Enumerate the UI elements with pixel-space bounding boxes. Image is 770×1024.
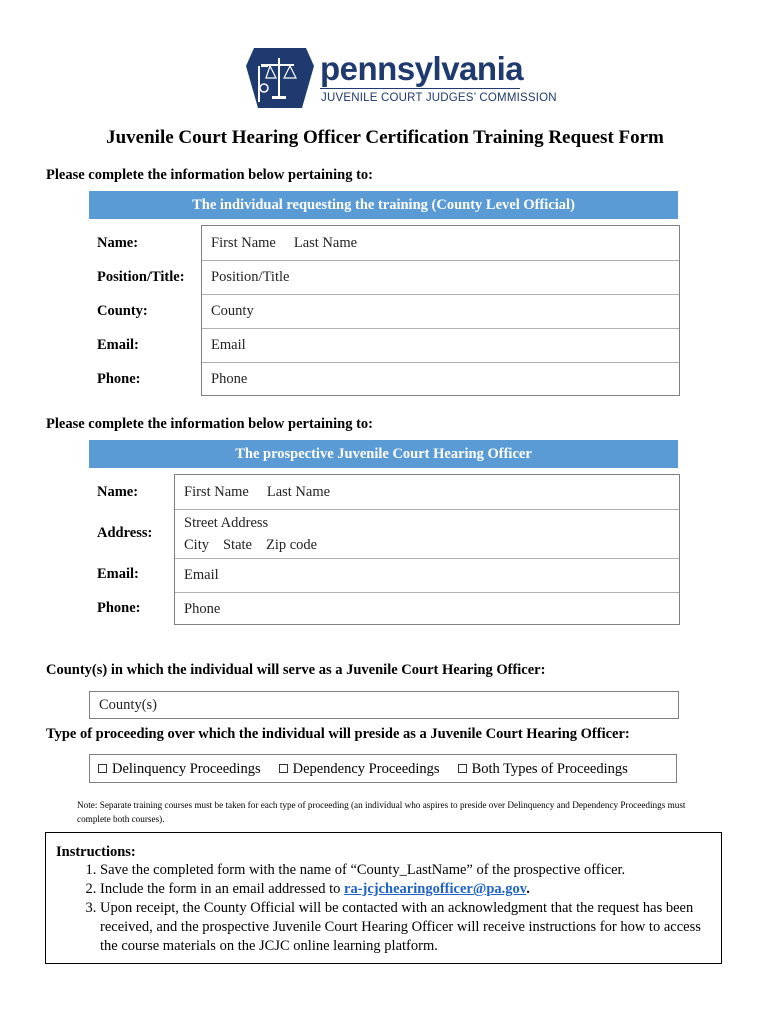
pennsylvania-logo <box>244 44 557 110</box>
both-types-label: Both Types of Proceedings <box>471 761 628 777</box>
logo-divider <box>320 88 520 89</box>
section2-address-field[interactable] <box>175 512 679 556</box>
section1-county-field[interactable]: County <box>211 303 254 319</box>
section1-phone-field[interactable]: Phone <box>211 371 248 387</box>
checkbox-icon[interactable] <box>98 764 107 773</box>
dependency-label: Dependency Proceedings <box>292 761 440 777</box>
logo-subtitle: JUVENILE COURT JUDGES’ COMMISSION <box>321 92 557 104</box>
counties-field[interactable]: County(s) <box>89 691 679 719</box>
instructions-list <box>56 861 711 956</box>
instruction-text: Include the form in an email addressed to <box>100 881 345 897</box>
section1-position-field[interactable]: Position/Title <box>211 269 290 285</box>
instruction-item <box>100 880 711 899</box>
email-link[interactable]: ra-jcjchearingofficer@pa.gov <box>344 881 527 897</box>
section2-name-label: Name: <box>97 484 139 500</box>
section2-header-bar: The prospective Juvenile Court Hearing Officer <box>89 440 678 468</box>
section1-county-label: County: <box>97 303 148 319</box>
state-placeholder: State <box>222 537 252 553</box>
first-name-placeholder: First Name <box>184 484 249 500</box>
instruction-period: . <box>526 881 530 897</box>
logo-wordmark: pennsylvania <box>320 50 524 87</box>
instructions-heading: Instructions: <box>56 844 136 860</box>
section2-name-field[interactable] <box>175 475 679 509</box>
section1-name-label: Name: <box>97 235 139 251</box>
instructions-box <box>45 832 722 964</box>
section2-email-field[interactable]: Email <box>184 567 219 583</box>
section1-name-field[interactable] <box>202 226 679 260</box>
form-title: Juvenile Court Hearing Officer Certification Training Request Form <box>106 127 664 148</box>
section2-intro: Please complete the information below pertaining to: <box>46 416 374 432</box>
first-name-placeholder: First Name <box>211 235 276 251</box>
instruction-item: 3. Upon receipt, the County Official will be contacted with an acknowledgment that the request has been received, and the prospective Juvenile Court Hearing Officer will receive instructions for how to access the course materials on the JCJC online learning platform. <box>100 899 711 956</box>
counties-question: County(s) in which the individual will serve as a Juvenile Court Hearing Officer: <box>46 662 546 678</box>
section2-fields <box>174 474 680 625</box>
section1-intro: Please complete the information below pertaining to: <box>46 167 374 183</box>
section1-phone-label: Phone: <box>97 371 141 387</box>
checkbox-icon[interactable] <box>279 764 288 773</box>
section2-email-label: Email: <box>97 566 139 582</box>
street-address-placeholder: Street Address <box>184 515 269 531</box>
city-placeholder: City <box>184 537 209 553</box>
last-name-placeholder: Last Name <box>266 484 331 500</box>
section1-email-field[interactable]: Email <box>211 337 246 353</box>
delinquency-option[interactable] <box>98 756 261 783</box>
section1-fields <box>201 225 680 396</box>
section1-header-bar: The individual requesting the training (County Level Official) <box>89 191 678 219</box>
dependency-option[interactable] <box>279 756 440 783</box>
section1-position-label: Position/Title: <box>97 269 185 285</box>
section1-email-label: Email: <box>97 337 139 353</box>
zip-placeholder: Zip code <box>265 537 318 553</box>
section2-phone-field[interactable]: Phone <box>184 601 221 617</box>
section2-phone-label: Phone: <box>97 600 141 616</box>
delinquency-label: Delinquency Proceedings <box>112 761 261 777</box>
keystone-seal-icon <box>244 44 316 110</box>
row-divider <box>175 509 679 510</box>
proceeding-question: Type of proceeding over which the individual will preside as a Juvenile Court Hearing Officer: <box>46 726 630 742</box>
checkbox-icon[interactable] <box>458 764 467 773</box>
instruction-item: 1. Save the completed form with the name of “County_LastName” of the prospective officer. <box>100 861 711 880</box>
section2-address-label: Address: <box>97 525 153 541</box>
last-name-placeholder: Last Name <box>293 235 358 251</box>
proceeding-options <box>89 754 677 783</box>
both-types-option[interactable] <box>458 756 628 783</box>
training-note: Note: Separate training courses must be taken for each type of proceeding (an individual who aspires to preside over Delinquency and Dependency Proceedings must complete both courses). <box>77 800 686 824</box>
